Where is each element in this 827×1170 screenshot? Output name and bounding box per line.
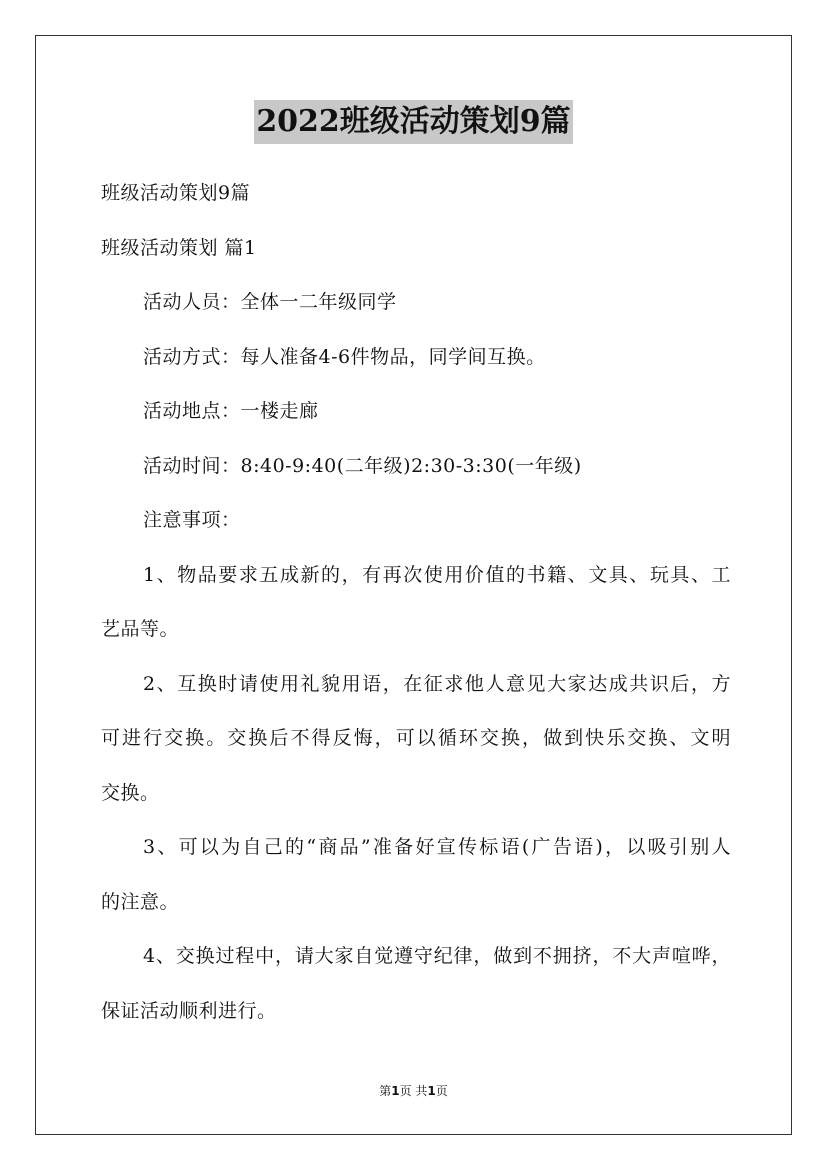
footer-page-suffix: 页 [435, 1084, 448, 1098]
footer-page-prefix: 第 [379, 1084, 392, 1098]
text-line: 可进行交换。交换后不得反悔，可以循环交换，做到快乐交换、文明 [101, 727, 731, 749]
page-footer [0, 1082, 827, 1099]
text-line: 保证活动顺利进行。 [101, 999, 277, 1022]
title-container [0, 100, 827, 144]
text-line: 艺品等。 [101, 618, 180, 640]
text-line: 1、物品要求五成新的，有再次使用价值的书籍、文具、玩具、工 [143, 563, 731, 586]
document-body [101, 166, 731, 1038]
text-line: 活动地点：一楼走廊 [143, 400, 319, 422]
footer-page-current: 1 [391, 1084, 400, 1098]
text-line: 注意事项： [143, 509, 241, 531]
text-line: 班级活动策划 篇1 [101, 236, 257, 259]
text-line: 2、互换时请使用礼貌用语，在征求他人意见大家达成共识后，方 [143, 672, 731, 695]
text-line: 的注意。 [101, 890, 180, 913]
footer-page-total: 1 [427, 1084, 436, 1098]
text-line: 活动时间：8:40-9:40(二年级)2:30-3:30(一年级) [143, 454, 582, 477]
text-line: 4、交换过程中，请大家自觉遵守纪律，做到不拥挤，不大声喧哗， [143, 945, 731, 967]
text-line: 活动方式：每人准备4-6件物品，同学间互换。 [143, 345, 546, 368]
text-line: 活动人员：全体一二年级同学 [143, 291, 397, 313]
text-line: 3、可以为自己的“商品”准备好宣传标语(广告语)，以吸引别人 [143, 836, 731, 858]
text-line: 班级活动策划9篇 [101, 182, 251, 204]
text-line: 交换。 [101, 781, 160, 804]
document-title: 2022班级活动策划9篇 [254, 100, 572, 144]
footer-page-mid: 页 共 [399, 1084, 428, 1098]
